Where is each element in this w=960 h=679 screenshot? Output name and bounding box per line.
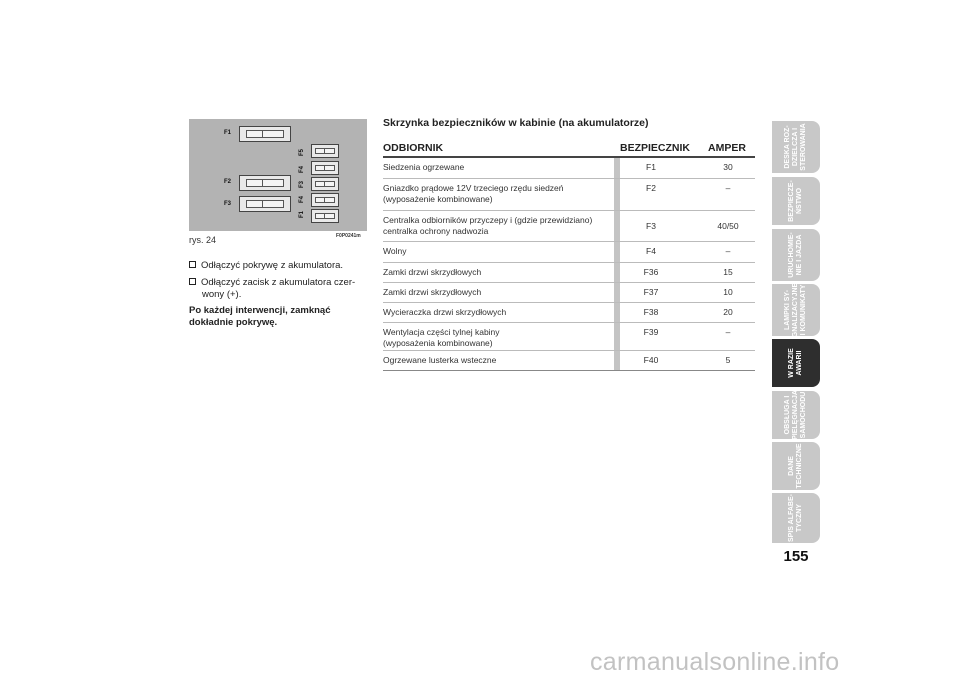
fuse-slot-2 <box>311 161 339 175</box>
fuse-table <box>383 142 755 371</box>
table-row: Wentylacja części tylnej kabiny (wyposażenia kombinowane) F39 – <box>383 323 755 351</box>
tab-starting-driving[interactable]: URUCHOMIE- NIE I JAZDA <box>772 229 820 281</box>
fuse-f2 <box>239 175 291 191</box>
label-f4-top: F4 <box>299 165 305 173</box>
fuse-slot-5 <box>311 209 339 223</box>
fuse-slot-4 <box>311 193 339 207</box>
fuse-slot-1 <box>311 144 339 158</box>
label-f3-right: F3 <box>299 180 305 188</box>
tab-warning-lights[interactable]: LAMPKI SY- GNALIZACYJNE I KOMUNIKATY <box>772 284 820 336</box>
fuse-f1 <box>239 126 291 142</box>
fuse-f3 <box>239 196 291 212</box>
label-f2: F2 <box>224 179 232 185</box>
figure-code: F0P0241m <box>336 233 361 239</box>
tab-technical-data[interactable]: DANE TECHNICZNE <box>772 442 820 490</box>
table-header <box>383 142 755 158</box>
checkbox-bullet-icon <box>189 278 196 285</box>
tab-dashboard[interactable]: DESKA ROZ- DZIELCZA I STEROWANIA <box>772 121 820 173</box>
figure-caption: rys. 24 <box>189 235 217 245</box>
table-row: Gniazdko prądowe 12V trzeciego rzędu siedzeń (wyposażenie kombinowane) F2 – <box>383 179 755 211</box>
tab-index[interactable]: SPIS ALFABE- TYCZNY <box>772 493 820 543</box>
tab-safety[interactable]: BEZPIECZE- ŃSTWO <box>772 177 820 225</box>
instruction-2: Odłączyć zacisk z akumulatora czer- wony (+). <box>189 277 355 301</box>
tab-emergency[interactable]: W RAZIE AWARII <box>772 339 820 387</box>
header-consumer: ODBIORNIK <box>383 142 444 154</box>
instruction-1: Odłączyć pokrywę z akumulatora. <box>189 260 343 272</box>
table-row: Centralka odbiorników przyczepy i (gdzie przewidziano) centralka ochrony nadwozia F3 40/50 <box>383 211 755 242</box>
table-row: Wolny F4 – <box>383 242 755 263</box>
page-number: 155 <box>783 548 809 565</box>
label-f1: F1 <box>224 130 232 136</box>
table-title: Skrzynka bezpieczników w kabinie (na akumulatorze) <box>383 117 649 129</box>
header-fuse: BEZPIECZNIK <box>620 142 691 154</box>
checkbox-bullet-icon <box>189 261 196 268</box>
table-row: Zamki drzwi skrzydłowych F36 15 <box>383 263 755 283</box>
label-f1-right: F1 <box>299 210 305 218</box>
tab-maintenance[interactable]: OBSŁUGA I PIELĘGNACJA SAMOCHODU <box>772 391 820 439</box>
warning-text: Po każdej interwencji, zamknąć dokładnie pokrywę. <box>189 305 331 328</box>
table-row: Ogrzewane lusterka wsteczne F40 5 <box>383 351 755 371</box>
watermark: carmanualsonline.info <box>590 648 840 676</box>
label-f5: F5 <box>299 148 305 156</box>
table-row: Wycieraczka drzwi skrzydłowych F38 20 <box>383 303 755 323</box>
header-amp: AMPER <box>708 142 746 154</box>
fuse-slot-3 <box>311 177 339 191</box>
table-row: Siedzenia ogrzewane F1 30 <box>383 158 755 179</box>
table-row: Zamki drzwi skrzydłowych F37 10 <box>383 283 755 303</box>
fuse-box-figure <box>189 119 367 231</box>
label-f3: F3 <box>224 201 232 207</box>
label-f4-bottom: F4 <box>299 195 305 203</box>
